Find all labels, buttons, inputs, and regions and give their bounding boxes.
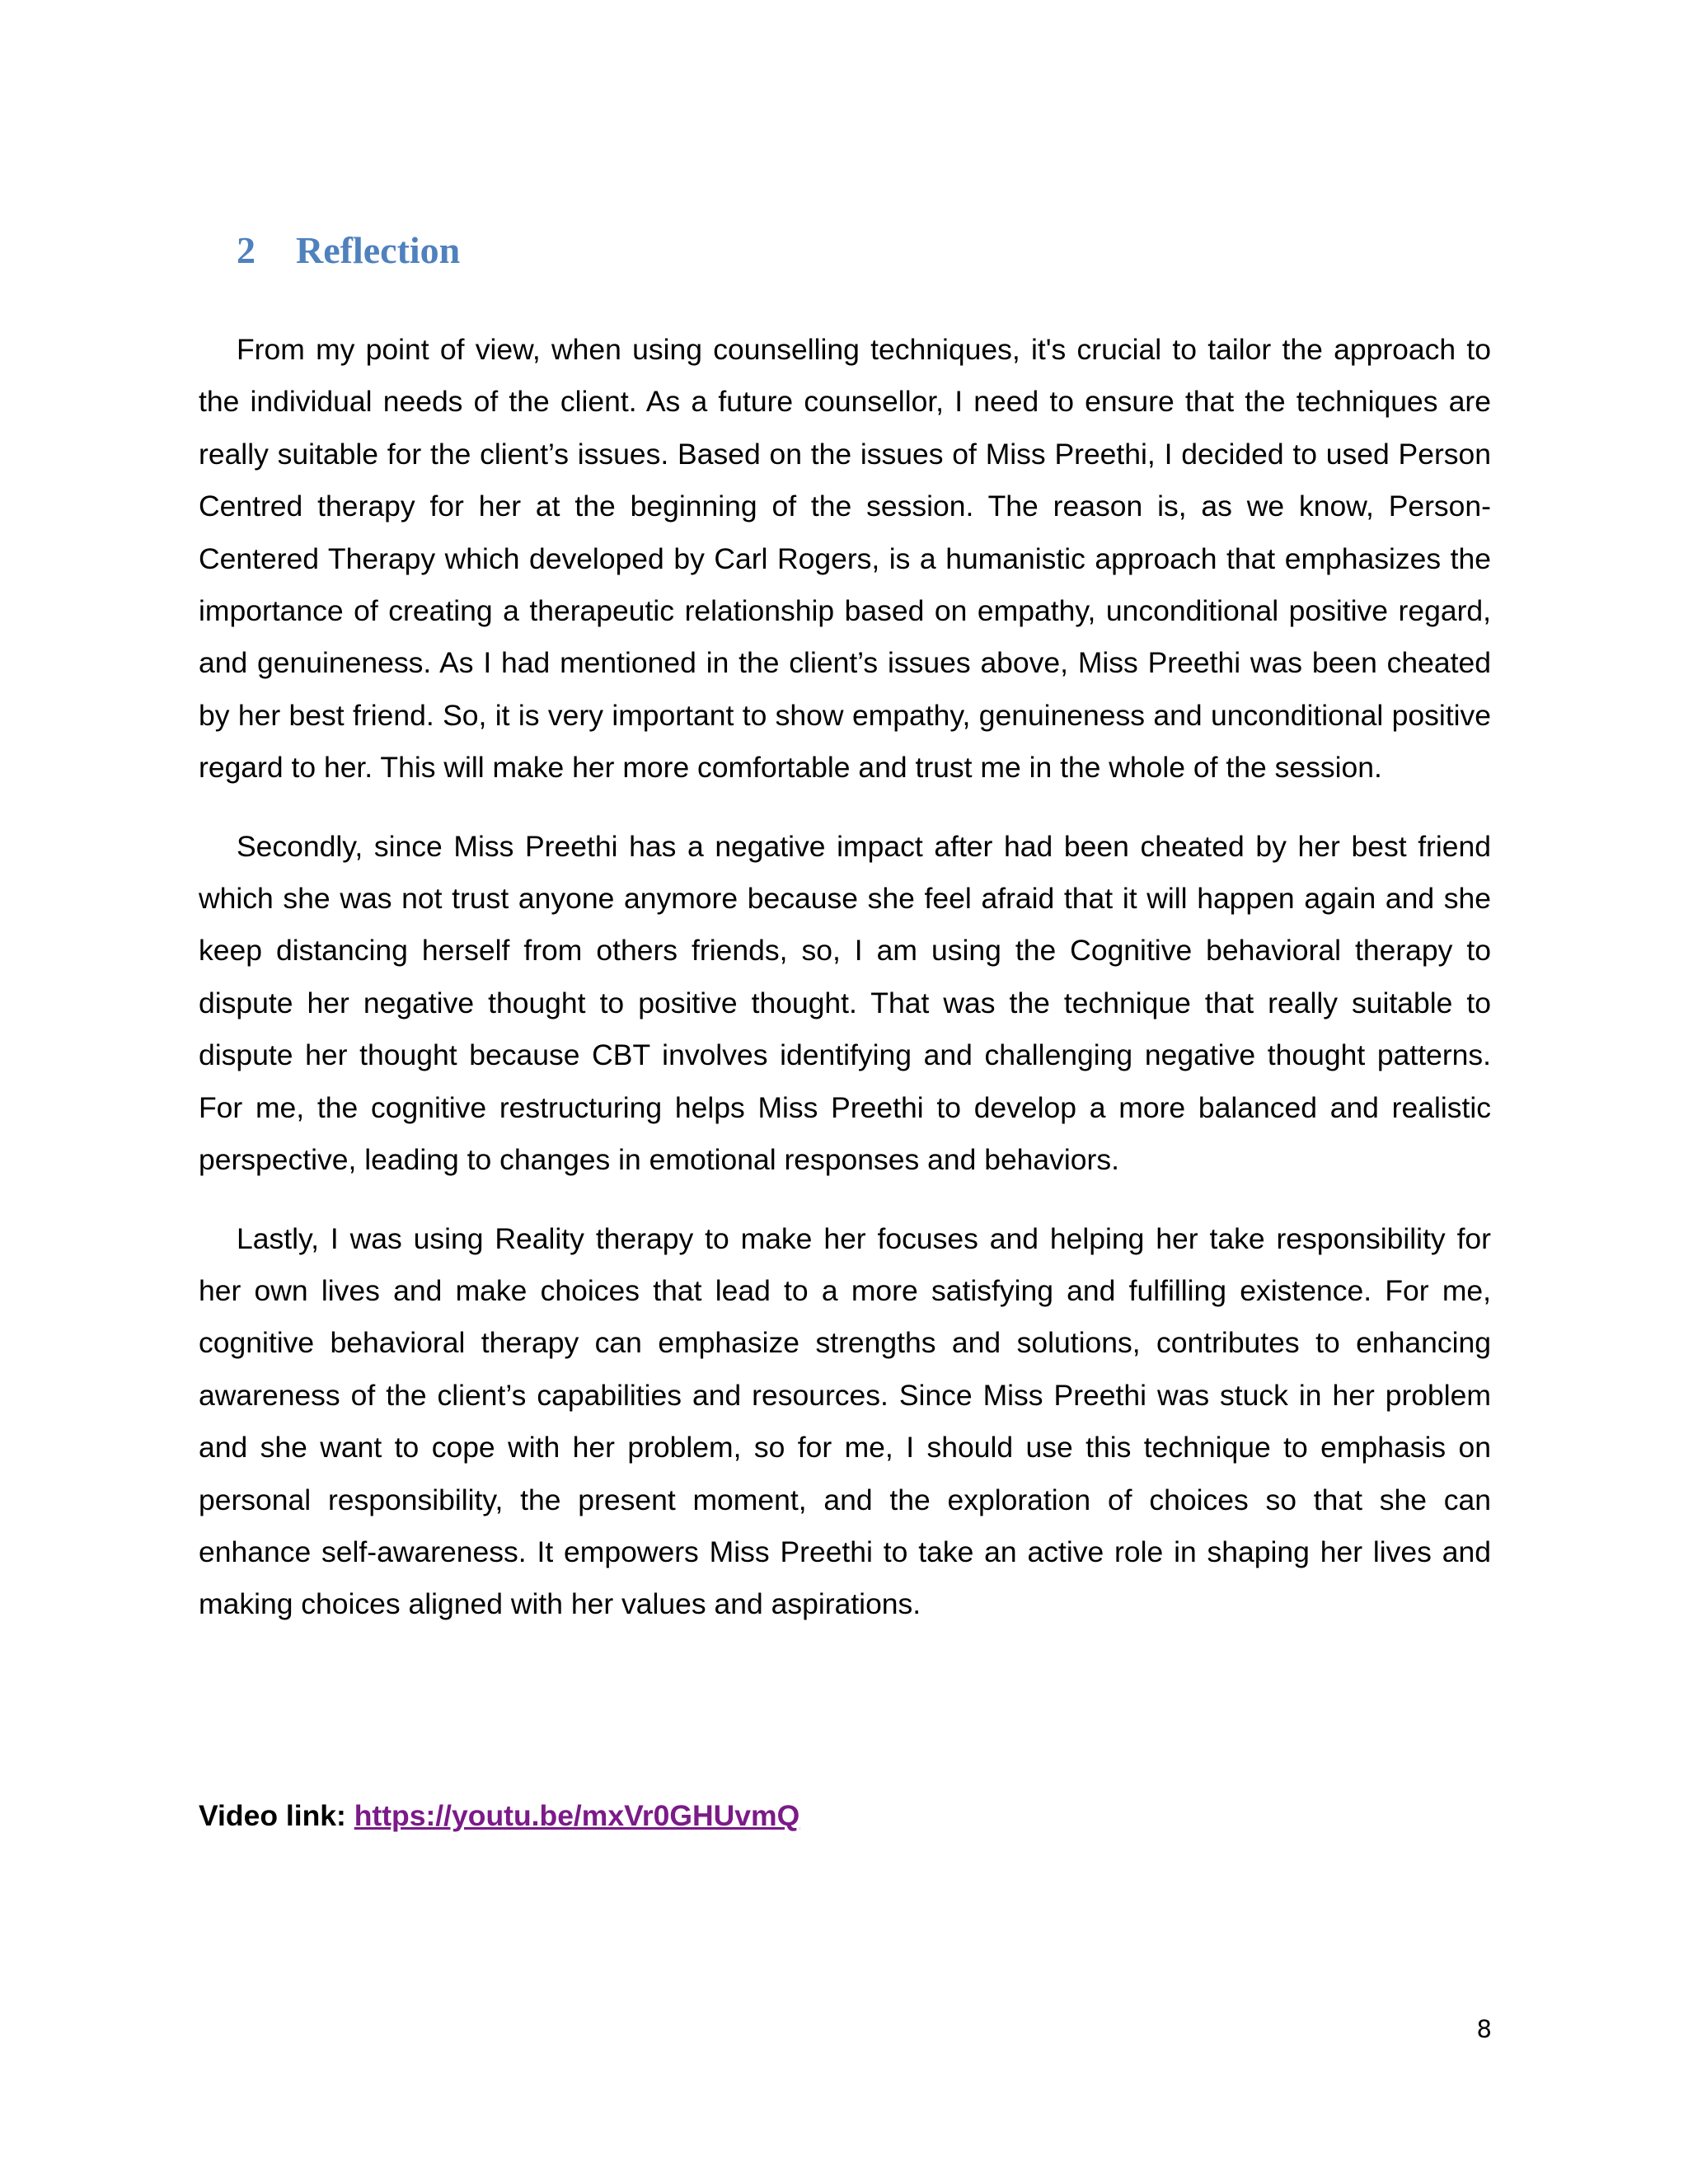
section-heading — [237, 226, 460, 275]
body-text — [199, 324, 1491, 1657]
paragraph-3: Lastly, I was using Reality therapy to make her focuses and helping her take responsibility for her own lives and make choices that lead to a more satisfying and fulfilling existence. For me, cognitive behavioral therapy can emphasize strengths and solutions, contributes to enhancing awareness of the client’s capabilities and resources. Since Miss Preethi was stuck in her problem and she want to cope with her problem, so for me, I should use this technique to emphasis on personal responsibility, the present moment, and the exploration of choices so that she can enhance self-awareness. It empowers Miss Preethi to take an active role in shaping her lives and making choices aligned with her values and aspirations. — [199, 1221, 1491, 1621]
paragraph-2: Secondly, since Miss Preethi has a negative impact after had been cheated by her best friend which she was not trust anyone anymore because she feel afraid that it will happen again and she keep distancing herself from others friends, so, I am using the Cognitive behavioral therapy to dispute her negative thought to positive thought. That was the technique that really suitable to dispute her thought because CBT involves identifying and challenging negative thought patterns. For me, the cognitive restructuring helps Miss Preethi to develop a more balanced and realistic perspective, leading to changes in emotional responses and behaviors. — [199, 829, 1491, 1177]
page-number: 8 — [1476, 2015, 1492, 2043]
section-title: Reflection — [296, 229, 461, 272]
video-link-line — [199, 1795, 799, 1836]
video-link[interactable]: https://youtu.be/mxVr0GHUvmQ — [354, 1799, 800, 1832]
section-number: 2 — [237, 229, 256, 272]
paragraph-1: From my point of view, when using counselling techniques, it's crucial to tailor the approach to the individual needs of the client. As a future counsellor, I need to ensure that the techniques are really suitable for the client’s issues. Based on the issues of Miss Preethi, I decided to used Person Centred therapy for her at the beginning of the session. The reason is, as we know, Person-Centered Therapy which developed by Carl Rogers, is a humanistic approach that emphasizes the importance of creating a therapeutic relationship based on empathy, unconditional positive regard, and genuineness. As I had mentioned in the client’s issues above, Miss Preethi was been cheated by her best friend. So, it is very important to show empathy, genuineness and unconditional positive regard to her. This will make her more comfortable and trust me in the whole of the session. — [199, 333, 1491, 785]
video-link-label: Video link: — [199, 1799, 354, 1832]
